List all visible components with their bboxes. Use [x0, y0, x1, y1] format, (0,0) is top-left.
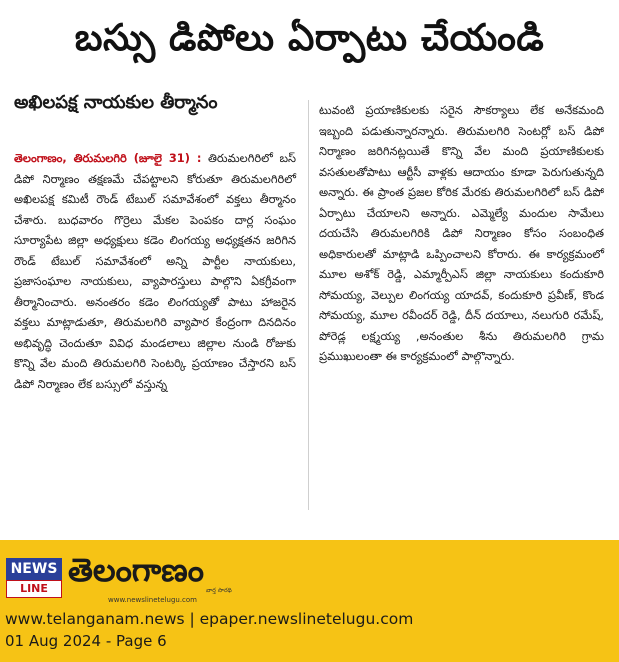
logo-news-text: NEWS — [6, 558, 62, 580]
article-dateline: తెలంగాణం, తిరుమలగిరి (జూలై 31) : — [14, 151, 202, 165]
footer-edition-date: 01 Aug 2024 - Page 6 — [5, 632, 167, 650]
article-body-left: తిరుమలగిరిలో బస్ డిపో నిర్మాణం తక్షణమే చేపట్టాలని కోరుతూ తిరుమలగిరిలో అఖిలపక్ష కమిటీ రౌండ్ టేబుల్ సమావేశంలో వక్తలు తీర్మానం చేశారు. బుధవారం గొర్రెలు మేకల పెంపకం దార్ల సంఘం సూర్యాపేట జిల్లా అధ్యక్షులు కడెం లింగయ్య అధ్యక్షతన జరిగిన రౌండ్ టేబుల్ సమావేశంలో అన్ని పార్టీల నాయకులు, ప్రజాసంఘాల నాయకులు, వ్యాపారస్తులు పాల్గొని ఏకగ్రీవంగా తీర్మానించారు. అనంతరం కడెం లింగయ్యతో పాటు హాజరైన వక్తలు మాట్లాడుతూ, తిరుమలగిరి వ్యాపార కేంద్రంగా దినదినం అభివృద్ధి చెందుతూ వివిధ మండలాలు జిల్లాల నుండి రోజుకు కొన్ని వేల మంది తిరుమలగిరి సెంటర్కి ప్రయాణం చేస్తారని బస్ డిపో నిర్మాణం లేక బస్సులో వస్తున్న — [14, 151, 296, 391]
article-body-right: టువంటి ప్రయాణికులకు సరైన సౌకర్యాలు లేక అనేకమంది ఇబ్బంది పడుతున్నారన్నారు. తిరుమలగిరి సెంటర్లో బస్ డిపో నిర్మాణం జరిగినట్లయితే కొన్ని వేల మంది ప్రయాణికులకు వసతులతోపాటు ఆర్టీసీ వాళ్లకు ఆదాయం కూడా పెరుగుతున్నది అన్నారు. ఈ ప్రాంత ప్రజల కోరిక మేరకు తిరుమలగిరిలో బస్ డిపో ఏర్పాటు చేయాలని అన్నారు. ఎమ్మెల్యే మందుల సామేలు దయచేసి తిరుమలగిరికి డిపో నిర్మాణం కోసం సంబంధిత అధికారులతో మాట్లాడి ఒప్పించాలని కోరారు. ఈ కార్యక్రమంలో మూల అశోక్ రెడ్డి, ఎమ్మార్పీఎస్ జిల్లా నాయకులు కందుకూరి సోమయ్య, వెల్పుల లింగయ్య యాదవ్, కందుకూరి ప్రవీణ్, కొండ సోమయ్య, మూల రవీందర్ రెడ్డి, దీన్ దయాలు, నలుగురి రమేష్, పోరెడ్ల లక్ష్మయ్య ,అనంతుల శీను తిరుమలగిరి గ్రామ ప్రముఖులంతా ఈ కార్యక్రమంలో పాల్గొన్నారు. — [319, 103, 604, 363]
article-column-left — [14, 148, 296, 394]
column-divider — [308, 100, 309, 510]
brand-wordmark: తెలంగాణం — [68, 551, 204, 589]
brand-website: www.newslinetelugu.com — [108, 596, 197, 604]
article-column-right — [319, 100, 604, 367]
footer-websites[interactable]: www.telanganam.news | epaper.newslinetelugu.com — [5, 610, 414, 628]
article-headline: బస్సు డిపోలు ఏర్పాటు చేయండి — [74, 16, 545, 59]
logo-line-text: LINE — [6, 580, 62, 598]
newsline-logo — [6, 558, 62, 602]
brand-tagline: వార్త సారథి — [206, 587, 232, 594]
footer-banner — [0, 540, 619, 662]
article-subhead: అఖిలపక్ష నాయకుల తీర్మానం — [14, 92, 218, 113]
